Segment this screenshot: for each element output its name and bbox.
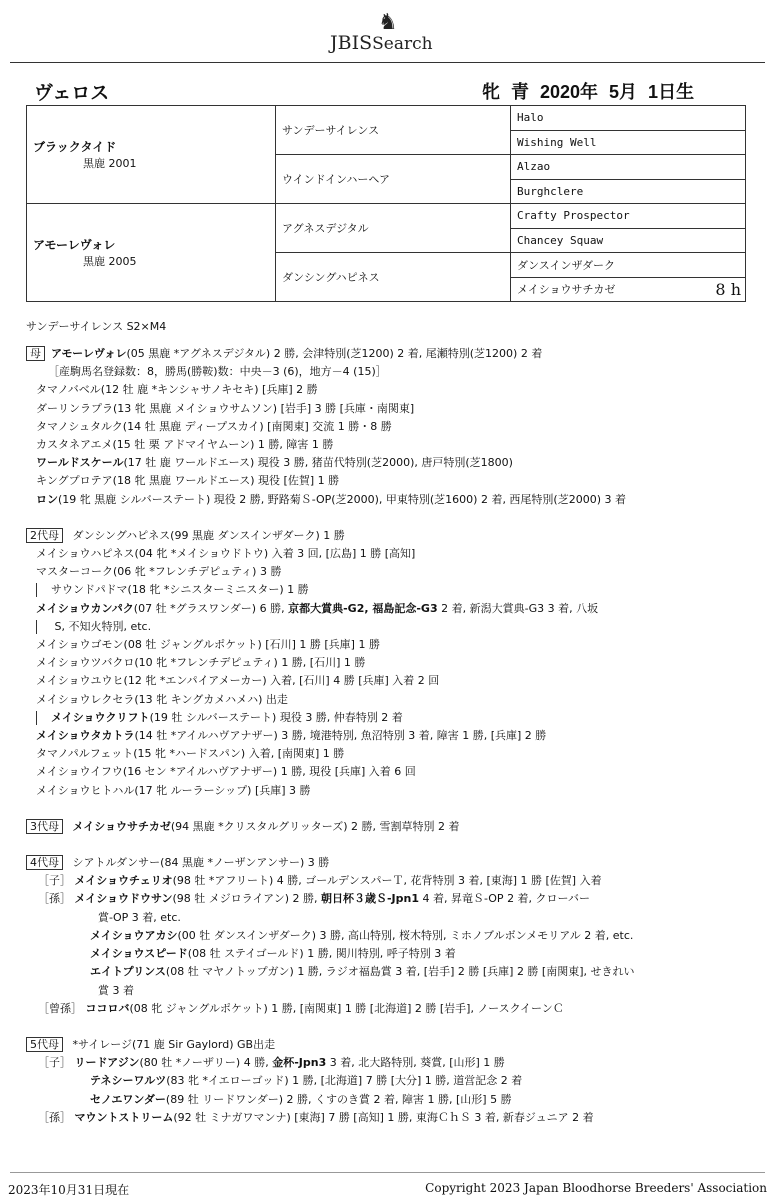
family-record-line: 5代母 *サイレージ(71 鹿 Sir Gaylord) GB出走 [26,1036,756,1054]
generation-label: 2代母 [26,528,63,543]
family-record-line: S, 不知火特別, etc. [26,618,756,636]
offspring-branch-line [36,620,51,634]
pedigree-g3-cell: Crafty Prospector [511,204,746,229]
notable-horse-name: メイショウサチカゼ [72,819,171,833]
horse-logo-icon: ♞ [378,10,398,35]
pedigree-g2-cell: サンデーサイレンス [276,106,511,155]
notable-horse-name: 京都大賞典-G2, 福島記念-G3 [288,601,438,615]
sire-detail: 黒鹿 2001 [83,157,137,170]
offspring-branch-line [36,583,51,597]
family-record-line: ロン(19 牝 黒鹿 シルバーステート) 現役 2 勝, 野路菊Ｓ-OP(芝2000), 甲東特別(芝1600) 2 着, 西尾特別(芝2000) 3 着 [36,492,627,506]
logo-text: JBISSearch [330,32,433,54]
notable-horse-name: メイショウクリフト [51,710,150,724]
family-record-line: メイショウレクセラ(13 牝 キングカメハメハ) 出走 [36,692,288,706]
jbis-logo[interactable] [330,10,460,54]
section-gap [26,509,756,527]
family-record-line: タマノパルフェット(15 牝 *ハードスパン) 入着, [南関東] 1 勝 [36,747,345,761]
family-record-line: メイショウイフウ(16 セン *アイルハヴアナザー) 1 勝, 現役 [兵庫] 入着 6 回 [36,765,416,779]
notable-horse-name: セノエワンダー [90,1092,166,1106]
notable-horse-name: 金杯-Jpn3 [272,1056,327,1070]
family-record-line: メイショウアカシ(00 牡 ダンスインザダーク) 3 勝, 高山特別, 桜木特別, ミホノブルボンメモリアル 2 着, etc. [90,928,634,942]
pedigree-g3-cell: Alzao [511,155,746,180]
family-record-line: 賞 3 着 [98,983,134,997]
section-gap [26,800,756,818]
footer-divider [10,1172,765,1173]
family-record-line: メイショウゴモン(08 牡 ジャングルポケット) [石川] 1 勝 [兵庫] 1 勝 [36,638,380,652]
family-record-line: ［産駒馬名登録数：8，勝馬(勝鞍)数：中央－3 (6)，地方－4 (15)］ [48,365,387,379]
notable-horse-name: ココロバ [85,1001,130,1015]
family-record-line: エイトプリンス(08 牡 マヤノトップガン) 1 勝, ラジオ福島賞 3 着, [岩手] 2 勝 [兵庫] 2 勝 [南関東], せきれい [90,965,635,979]
pedigree-g3-cell: Halo [511,106,746,131]
section-gap [26,836,756,854]
pedigree-g3-name: メイショウサチカゼ [517,283,616,297]
dam-cell [27,204,276,302]
footer-copyright: Copyright 2023 Japan Bloodhorse Breeders' Association [425,1181,767,1195]
pedigree-g3-cell: Wishing Well [511,130,746,155]
family-record-line: タマノシュタルク(14 牡 黒鹿 ディープスカイ) [南関東] 交流 1 勝・8 勝 [36,419,392,433]
notable-horse-name: ワールドスケール [36,456,124,470]
family-sections [26,345,756,1127]
dam-detail: 黒鹿 2005 [83,255,137,268]
notable-horse-name: メイショウタカトラ [36,729,135,743]
family-number: 8 h [715,279,741,299]
family-record-line: ［孫］ マウントストリーム(92 牡 ミナガワマンナ) [東海] 7 勝 [高知] 1 勝, 東海ＣｈＳ 3 着, 新春ジュニア 2 着 [38,1110,594,1124]
pedigree-g3-cell: ダンスインザダーク [511,253,746,278]
family-record-line: メイショウスピード(08 牡 ステイゴールド) 1 勝, 関川特別, 呼子特別 3 着 [90,947,456,961]
family-record-line: 2代母 ダンシングハピネス(99 黒鹿 ダンスインザダーク) 1 勝 [26,527,756,545]
generation-label: 母 [26,346,45,361]
family-record-line: メイショウハピネス(04 牝 *メイショウドトウ) 入着 3 回, [広島] 1 勝 [高知] [36,547,416,561]
family-record-line: 3代母 メイショウサチカゼ(94 黒鹿 *クリスタルグリッターズ) 2 勝, 雪割草特別 2 着 [26,818,756,836]
notable-horse-name: テネシーワルツ [90,1074,167,1088]
generation-label: 3代母 [26,819,63,834]
family-record-line: ダーリンラプラ(13 牝 黒鹿 メイショウサムソン) [岩手] 3 勝 [兵庫・南関東] [36,401,415,415]
pedigree-g2-cell: ダンシングハピネス [276,253,511,302]
sire-name: ブラックタイド [33,140,117,154]
family-record-line: ワールドスケール(17 牡 鹿 ワールドエース) 現役 3 勝, 猪苗代特別(芝2000), 唐戸特別(芝1800) [36,456,513,470]
family-record-line: メイショウツバクロ(10 牝 *フレンチデピュティ) 1 勝, [石川] 1 勝 [36,656,366,670]
notable-horse-name: メイショウスピード [90,947,188,961]
family-record-line: メイショウユウヒ(12 牝 *エンパイアメーカー) 入着, [石川] 4 勝 [兵庫] 入着 2 回 [36,674,440,688]
footer-date: 2023年10月31日現在 [8,1183,130,1197]
header-divider [10,62,765,63]
family-record-line: タマノバベル(12 牡 鹿 *キンシャサノキセキ) [兵庫] 2 勝 [36,383,318,397]
family-record-line: 4代母 シアトルダンサー(84 黒鹿 *ノーザンアンサー) 3 勝 [26,854,756,872]
generation-label: 4代母 [26,855,63,870]
pedigree-g3-cell: Chancey Squaw [511,228,746,253]
family-record-line: ［子］ メイショウチェリオ(98 牡 *アフリート) 4 勝, ゴールデンスパーＴ, 花背特別 3 着, [東海] 1 勝 [佐賀] 入着 [38,874,602,888]
page-header [0,0,775,62]
family-record-line: サウンドパドマ(18 牝 *シニスターミニスター) 1 勝 [26,581,756,599]
family-record-line: マスターコーク(06 牝 *フレンチデピュティ) 3 勝 [36,565,282,579]
notable-horse-name: アモーレヴォレ [51,347,127,360]
pedigree-g3-cell [511,277,746,302]
notable-horse-name: ロン [36,492,58,506]
offspring-branch-line [36,711,51,725]
family-record-line: メイショウクリフト(19 牡 シルバーステート) 現役 3 勝, 仲春特別 2 着 [26,709,756,727]
notable-horse-name: メイショウチェリオ [74,874,173,888]
notable-horse-name: エイトプリンス [90,965,166,979]
inbreeding-note: サンデーサイレンス S2×M4 [26,320,167,333]
family-record-line: セノエワンダー(89 牡 リードワンダー) 2 勝, くすのき賞 2 着, 障害 1 勝, [山形] 5 勝 [90,1092,512,1106]
notable-horse-name: リードアジン [74,1056,140,1070]
family-record-line: 賞-OP 3 着, etc. [98,910,181,924]
family-record-line: ［孫］ メイショウドウサン(98 牡 メジロライアン) 2 勝, 朝日杯３歳Ｓ-Jpn1 4 着, 昇竜Ｓ-OP 2 着, クローバー [38,892,591,906]
notable-horse-name: メイショウカンパク [36,601,134,615]
notable-horse-name: メイショウドウサン [74,892,173,906]
family-record-line: カスタネアエメ(15 牡 栗 アドマイヤムーン) 1 勝, 障害 1 勝 [36,438,334,452]
family-record-line: テネシーワルツ(83 牝 *イエローゴッド) 1 勝, [北海道] 7 勝 [大分] 1 勝, 道営記念 2 着 [90,1074,523,1088]
pedigree-g3-cell: Burghclere [511,179,746,204]
family-record-line: ［曾孫］ ココロバ(08 牝 ジャングルポケット) 1 勝, [南関東] 1 勝 [北海道] 2 勝 [岩手], ノースクイーンＣ [38,1001,564,1015]
notable-horse-name: マウントストリーム [74,1110,174,1124]
dam-name: アモーレヴォレ [33,238,116,252]
family-record-line: メイショウタカトラ(14 牡 *アイルハヴアナザー) 3 勝, 境港特別, 魚沼特別 3 着, 障害 1 勝, [兵庫] 2 勝 [36,729,547,743]
pedigree-g2-cell: アグネスデジタル [276,204,511,253]
pedigree-table [26,105,746,302]
family-record-line: メイショウヒトハル(17 牝 ルーラーシップ) [兵庫] 3 勝 [36,783,311,797]
family-record-line: キングプロテア(18 牝 黒鹿 ワールドエース) 現役 [佐賀] 1 勝 [36,474,340,488]
generation-label: 5代母 [26,1037,63,1052]
family-record-line: ［子］ リードアジン(80 牡 *ノーザリー) 4 勝, 金杯-Jpn3 3 着, 北大路特別, 葵賞, [山形] 1 勝 [38,1056,505,1070]
horse-info: 牝 青 2020年 5月 1日生 [482,82,695,102]
notable-horse-name: 朝日杯３歳Ｓ-Jpn1 [320,892,420,906]
notable-horse-name: メイショウアカシ [90,928,178,942]
family-record-line: 母 アモーレヴォレ(05 黒鹿 *アグネスデジタル) 2 勝, 会津特別(芝1200) 2 着, 尾瀬特別(芝1200) 2 着 [26,345,756,363]
horse-name: ヴェロス [34,83,110,104]
pedigree-g2-cell: ウインドインハーヘア [276,155,511,204]
family-record-line: メイショウカンパク(07 牡 *グラスワンダー) 6 勝, 京都大賞典-G2, 福島記念-G3 2 着, 新潟大賞典-G3 3 着, 八坂 [36,601,599,615]
sire-cell [27,106,276,204]
section-gap [26,1018,756,1036]
